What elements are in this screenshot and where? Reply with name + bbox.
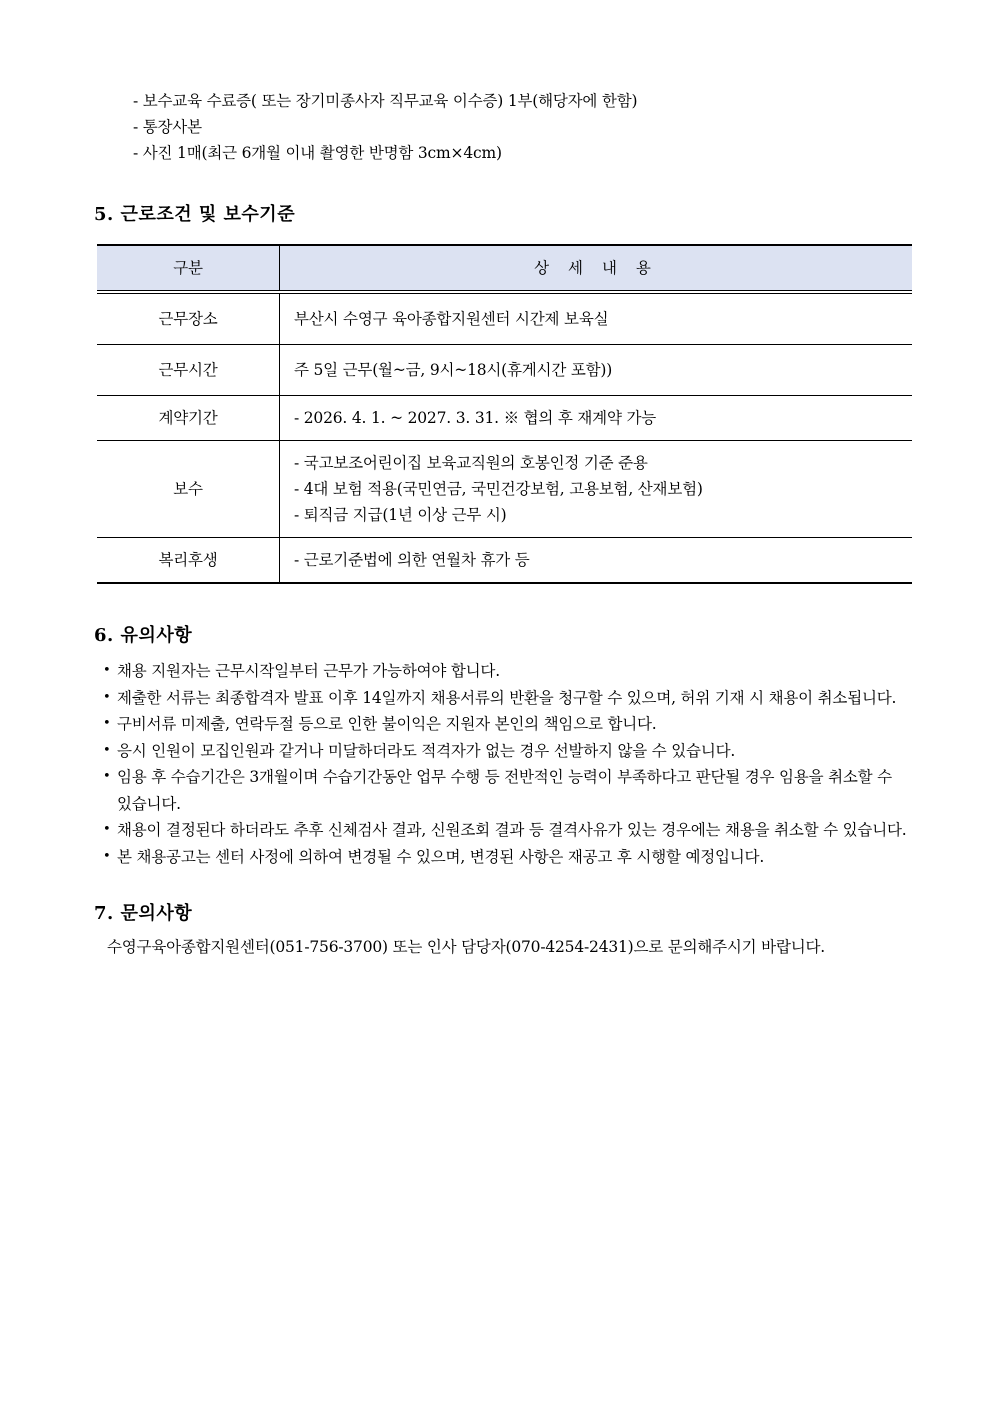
bullet-marker: • bbox=[103, 716, 111, 731]
row-value: - 4대 보험 적용(국민연금, 국민건강보험, 고용보험, 산재보험) bbox=[294, 480, 703, 498]
row-label: 계약기간 bbox=[97, 396, 280, 440]
notice-item bbox=[103, 711, 910, 738]
row-value: - 퇴직금 지급(1년 이상 근무 시) bbox=[294, 506, 507, 524]
notice-text: 채용 지원자는 근무시작일부터 근무가 가능하여야 합니다. bbox=[117, 662, 500, 680]
table-row-welfare bbox=[97, 537, 912, 582]
row-label: 보수 bbox=[97, 441, 280, 537]
bullet-marker: • bbox=[103, 769, 111, 784]
notice-text: 임용 후 수습기간은 3개월이며 수습기간동안 업무 수행 등 전반적인 능력이 부족하다고 판단될 경우 임용을 취소할 수 있습니다. bbox=[117, 768, 892, 813]
row-value: 주 5일 근무(월~금, 9시~18시(휴게시간 포함)) bbox=[294, 361, 613, 379]
table-row-workhours bbox=[97, 344, 912, 395]
notice-list bbox=[103, 658, 910, 870]
table-header-category: 구분 bbox=[97, 246, 280, 290]
row-value: 부산시 수영구 육아종합지원센터 시간제 보육실 bbox=[294, 310, 609, 328]
table-row-workplace bbox=[97, 293, 912, 344]
notice-item bbox=[103, 764, 910, 817]
notice-item bbox=[103, 738, 910, 765]
table-header-row bbox=[97, 246, 912, 291]
notice-text: 제출한 서류는 최종합격자 발표 이후 14일까지 채용서류의 반환을 청구할 수 있으며, 허위 기재 시 채용이 취소됩니다. bbox=[117, 688, 897, 707]
table-row-pay bbox=[97, 440, 912, 537]
notice-item bbox=[103, 844, 910, 871]
notice-text: 응시 인원이 모집인원과 같거나 미달하더라도 적격자가 없는 경우 선발하지 않을 수 있습니다. bbox=[117, 741, 736, 760]
row-value: - 근로기준법에 의한 연월차 휴가 등 bbox=[294, 551, 530, 569]
section-6-heading: 6. 유의사항 bbox=[94, 625, 193, 646]
bullet-marker: • bbox=[103, 742, 111, 758]
table-row-contract-period bbox=[97, 395, 912, 440]
section-5-heading: 5. 근로조건 및 보수기준 bbox=[94, 204, 296, 225]
row-label: 근무장소 bbox=[97, 294, 280, 344]
notice-text: 본 채용공고는 센터 사정에 의하여 변경될 수 있으며, 변경된 사항은 재공고 후 시행할 예정입니다. bbox=[117, 847, 765, 866]
notice-item bbox=[103, 685, 910, 712]
contact-info: 수영구육아종합지원센터(051-756-3700) 또는 인사 담당자(070-4254-2431)으로 문의해주시기 바랍니다. bbox=[107, 938, 825, 956]
bullet-marker: • bbox=[103, 822, 111, 837]
attachments-list bbox=[133, 88, 912, 166]
work-conditions-table bbox=[97, 244, 912, 584]
attachment-item: - 통장사본 bbox=[133, 118, 202, 136]
bullet-marker: • bbox=[103, 848, 111, 864]
attachment-item: - 보수교육 수료증( 또는 장기미종사자 직무교육 이수증) 1부(해당자에 한함) bbox=[133, 92, 638, 110]
row-label: 근무시간 bbox=[97, 345, 280, 395]
attachment-item: - 사진 1매(최근 6개월 이내 촬영한 반명함 3cm×4cm) bbox=[133, 144, 502, 162]
row-value: - 2026. 4. 1. ~ 2027. 3. 31. ※ 협의 후 재계약 가능 bbox=[294, 409, 656, 427]
notice-text: 채용이 결정된다 하더라도 추후 신체검사 결과, 신원조회 결과 등 결격사유가 있는 경우에는 채용을 취소할 수 있습니다. bbox=[117, 821, 907, 839]
bullet-marker: • bbox=[103, 663, 111, 678]
table-header-detail: 상 세 내 용 bbox=[534, 259, 658, 277]
notice-item bbox=[103, 817, 910, 844]
section-7-heading: 7. 문의사항 bbox=[94, 903, 193, 924]
bullet-marker: • bbox=[103, 689, 111, 705]
notice-item bbox=[103, 658, 910, 685]
row-label: 복리후생 bbox=[97, 538, 280, 582]
notice-text: 구비서류 미제출, 연락두절 등으로 인한 불이익은 지원자 본인의 책임으로 합니다. bbox=[117, 715, 657, 733]
row-value: - 국고보조어린이집 보육교직원의 호봉인정 기준 준용 bbox=[294, 454, 648, 472]
